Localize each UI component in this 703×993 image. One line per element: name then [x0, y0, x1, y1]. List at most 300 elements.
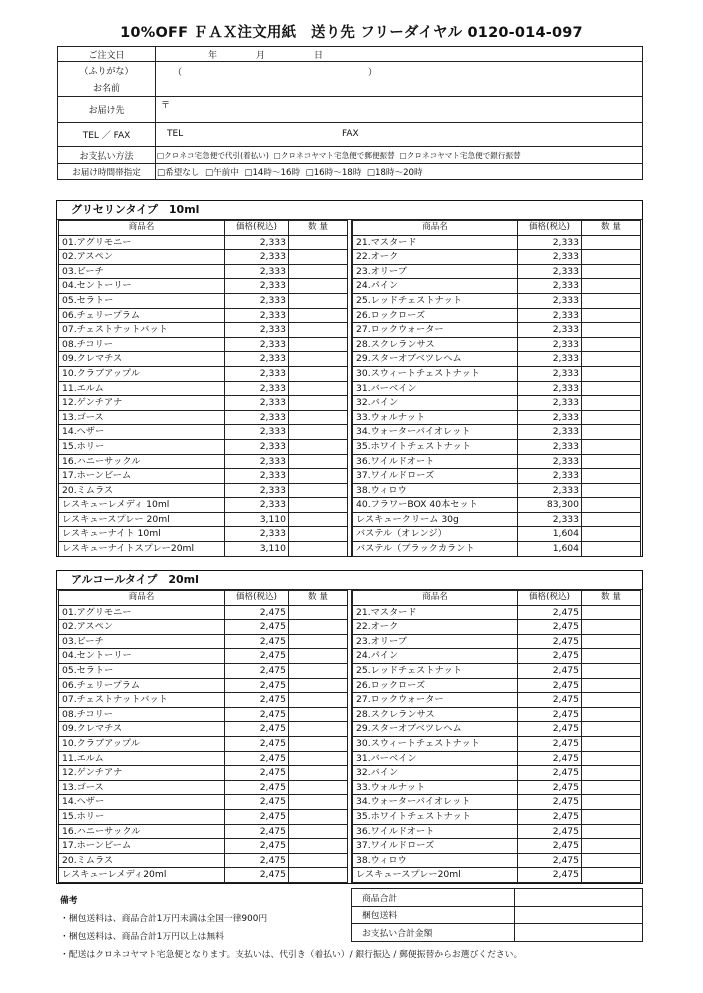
- quantity-field[interactable]: [582, 542, 641, 557]
- tel-fax-field[interactable]: [156, 123, 643, 147]
- col-header-qty: 数 量: [582, 221, 641, 236]
- quantity-field[interactable]: [582, 649, 641, 664]
- year-label: 年: [208, 51, 218, 61]
- quantity-field[interactable]: [582, 751, 641, 766]
- quantity-field[interactable]: [289, 410, 348, 425]
- quantity-field[interactable]: [582, 439, 641, 454]
- product-name: レスキュースプレー 20ml: [59, 512, 225, 527]
- product-name: 13.ゴース: [59, 410, 225, 425]
- product-price: 2,475: [225, 678, 289, 693]
- product-name: 01.アグリモニー: [59, 605, 225, 620]
- product-name: 04.セントーリー: [59, 279, 225, 294]
- product-price: 2,333: [518, 512, 582, 527]
- product-row: [353, 542, 641, 557]
- product-price: 2,333: [225, 279, 289, 294]
- quantity-field[interactable]: [582, 678, 641, 693]
- quantity-field[interactable]: [289, 396, 348, 411]
- product-name: 27.ロックウォーター: [353, 323, 518, 338]
- product-name: 14.ヘザー: [59, 795, 225, 810]
- product-name: 16.ハニーサックル: [59, 454, 225, 469]
- quantity-field[interactable]: [289, 235, 348, 250]
- product-name: 32.バイン: [353, 766, 518, 781]
- product-price: 2,475: [518, 736, 582, 751]
- quantity-field[interactable]: [289, 425, 348, 440]
- quantity-field[interactable]: [582, 425, 641, 440]
- product-name: 27.ロックウォーター: [353, 693, 518, 708]
- product-row: [59, 795, 348, 810]
- product-price: 2,333: [225, 527, 289, 542]
- delivery-option-18-20[interactable]: □18時～20時: [366, 167, 423, 178]
- product-name: 15.ホリー: [59, 809, 225, 824]
- product-name: 38.ウィロウ: [353, 853, 518, 868]
- product-price: 2,333: [225, 323, 289, 338]
- paren-open: （: [173, 68, 183, 78]
- product-row: [59, 649, 348, 664]
- product-name: レスキューナイトスプレー20ml: [59, 542, 225, 557]
- product-name: 02.アスペン: [59, 620, 225, 635]
- product-row: [353, 498, 641, 513]
- product-name: 36.ワイルドオート: [353, 454, 518, 469]
- product-price: 2,475: [518, 795, 582, 810]
- product-row: [353, 396, 641, 411]
- quantity-field[interactable]: [289, 678, 348, 693]
- quantity-field[interactable]: [582, 722, 641, 737]
- product-name: 17.ホーンビーム: [59, 469, 225, 484]
- product-name: 34.ウォーターバイオレット: [353, 425, 518, 440]
- product-price: 2,333: [518, 279, 582, 294]
- quantity-field[interactable]: [289, 620, 348, 635]
- quantity-field[interactable]: [582, 323, 641, 338]
- product-price: 2,333: [518, 235, 582, 250]
- product-row: [353, 527, 641, 542]
- product-price: 2,475: [225, 751, 289, 766]
- product-price: 1,604: [518, 542, 582, 557]
- quantity-field[interactable]: [289, 722, 348, 737]
- quantity-field[interactable]: [289, 824, 348, 839]
- quantity-field[interactable]: [289, 751, 348, 766]
- quantity-field[interactable]: [289, 693, 348, 708]
- product-name: 21.マスタード: [353, 605, 518, 620]
- glycerin-left-table: [58, 220, 348, 557]
- product-price: 2,475: [225, 780, 289, 795]
- product-name: 10.クラブアップル: [59, 366, 225, 381]
- subtotal-field[interactable]: [515, 889, 643, 907]
- product-row: [353, 693, 641, 708]
- product-row: [59, 512, 348, 527]
- product-row: [353, 381, 641, 396]
- payment-option-postal[interactable]: □クロネコヤマト宅急便で郵便振替: [273, 150, 395, 160]
- product-row: [353, 439, 641, 454]
- payment-option-bank[interactable]: □クロネコヤマト宅急便で銀行振替: [399, 150, 521, 160]
- product-name: 29.スターオブベツレヘム: [353, 722, 518, 737]
- product-name: 32.バイン: [353, 396, 518, 411]
- quantity-field[interactable]: [582, 483, 641, 498]
- product-name: 25.レッドチェストナット: [353, 293, 518, 308]
- product-name: バステル（オレンジ）: [353, 527, 518, 542]
- col-header-price: 価格(税込): [518, 221, 582, 236]
- product-price: 2,333: [225, 250, 289, 265]
- payment-label: お支払い方法: [58, 147, 156, 164]
- quantity-field[interactable]: [289, 483, 348, 498]
- product-price: 2,333: [225, 352, 289, 367]
- product-name: 21.マスタード: [353, 235, 518, 250]
- quantity-field[interactable]: [289, 323, 348, 338]
- quantity-field[interactable]: [582, 780, 641, 795]
- product-row: [59, 264, 348, 279]
- product-row: [353, 678, 641, 693]
- quantity-field[interactable]: [582, 264, 641, 279]
- quantity-field[interactable]: [289, 250, 348, 265]
- quantity-field[interactable]: [289, 352, 348, 367]
- quantity-field[interactable]: [289, 439, 348, 454]
- alcohol-right-table: [352, 590, 641, 883]
- quantity-field[interactable]: [582, 337, 641, 352]
- product-price: 2,475: [225, 736, 289, 751]
- totals-table: [351, 888, 643, 942]
- product-price: 2,475: [225, 605, 289, 620]
- quantity-field[interactable]: [289, 663, 348, 678]
- product-name: 04.セントーリー: [59, 649, 225, 664]
- quantity-field[interactable]: [582, 381, 641, 396]
- product-name: 15.ホリー: [59, 439, 225, 454]
- product-name: 20.ミムラス: [59, 853, 225, 868]
- product-name: 11.エルム: [59, 381, 225, 396]
- product-name: 05.セラトー: [59, 293, 225, 308]
- product-row: [59, 868, 348, 883]
- quantity-field[interactable]: [582, 795, 641, 810]
- product-price: 2,333: [225, 366, 289, 381]
- product-name: 08.チコリー: [59, 337, 225, 352]
- address-label: お届け先: [58, 97, 156, 123]
- quantity-field[interactable]: [582, 839, 641, 854]
- tel-fax-label: TEL ／ FAX: [58, 123, 156, 147]
- col-header-qty: 数 量: [289, 221, 348, 236]
- product-name: バステル（ブラックカラント: [353, 542, 518, 557]
- product-name: 22.オーク: [353, 620, 518, 635]
- product-row: [59, 381, 348, 396]
- product-row: [59, 853, 348, 868]
- product-price: 2,333: [225, 293, 289, 308]
- product-price: 2,475: [518, 766, 582, 781]
- quantity-field[interactable]: [582, 766, 641, 781]
- quantity-field[interactable]: [289, 498, 348, 513]
- product-row: [353, 410, 641, 425]
- product-row: [59, 293, 348, 308]
- col-header-price: 価格(税込): [225, 591, 289, 606]
- quantity-field[interactable]: [289, 853, 348, 868]
- product-row: [353, 620, 641, 635]
- product-price: 2,333: [225, 498, 289, 513]
- quantity-field[interactable]: [289, 707, 348, 722]
- col-header-price: 価格(税込): [518, 591, 582, 606]
- product-row: [353, 795, 641, 810]
- product-name: 37.ワイルドローズ: [353, 839, 518, 854]
- product-price: 2,333: [518, 439, 582, 454]
- quantity-field[interactable]: [582, 498, 641, 513]
- product-price: 2,475: [518, 751, 582, 766]
- product-price: 2,475: [225, 620, 289, 635]
- quantity-field[interactable]: [582, 293, 641, 308]
- product-name: 09.クレマチス: [59, 352, 225, 367]
- product-name: 10.クラブアップル: [59, 736, 225, 751]
- product-price: 2,333: [518, 425, 582, 440]
- product-name: 12.ゲンチアナ: [59, 396, 225, 411]
- product-name: レスキュースプレー20ml: [353, 868, 518, 883]
- product-name: 05.セラトー: [59, 663, 225, 678]
- product-name: 28.スクレランサス: [353, 337, 518, 352]
- quantity-field[interactable]: [582, 469, 641, 484]
- product-name: 24.パイン: [353, 649, 518, 664]
- payment-option-cod[interactable]: □クロネコ宅急便で代引(着払い): [157, 150, 269, 160]
- product-row: [59, 308, 348, 323]
- product-price: 3,110: [225, 512, 289, 527]
- product-row: [353, 235, 641, 250]
- quantity-field[interactable]: [289, 366, 348, 381]
- product-row: [353, 469, 641, 484]
- product-row: [59, 469, 348, 484]
- product-name: レスキューレメディ 10ml: [59, 498, 225, 513]
- quantity-field[interactable]: [582, 736, 641, 751]
- product-name: 23.オリーブ: [353, 264, 518, 279]
- product-price: 2,333: [518, 454, 582, 469]
- quantity-field[interactable]: [289, 839, 348, 854]
- quantity-field[interactable]: [289, 469, 348, 484]
- product-price: 2,333: [225, 264, 289, 279]
- page-title: 10%OFF ＦＡＸ注文用紙 送り先 フリーダイヤル 0120-014-097: [120, 25, 583, 41]
- quantity-field[interactable]: [289, 293, 348, 308]
- product-name: 38.ウィロウ: [353, 483, 518, 498]
- quantity-field[interactable]: [289, 766, 348, 781]
- product-name: 26.ロックローズ: [353, 678, 518, 693]
- address-field[interactable]: [156, 97, 643, 123]
- product-price: 2,475: [225, 663, 289, 678]
- product-price: 2,333: [518, 483, 582, 498]
- product-row: [59, 707, 348, 722]
- delivery-option-none[interactable]: □希望なし: [157, 167, 200, 178]
- product-row: [353, 736, 641, 751]
- product-row: [353, 352, 641, 367]
- delivery-option-16-18[interactable]: □16時～18時: [305, 167, 362, 178]
- product-price: 2,475: [518, 780, 582, 795]
- product-price: 2,475: [518, 620, 582, 635]
- quantity-field[interactable]: [582, 410, 641, 425]
- shipping-field[interactable]: [515, 906, 643, 924]
- quantity-field[interactable]: [289, 512, 348, 527]
- product-row: [353, 425, 641, 440]
- product-price: 2,475: [518, 839, 582, 854]
- furigana-field[interactable]: [156, 62, 643, 80]
- product-price: 2,475: [225, 634, 289, 649]
- grand-total-label: お支払い合計金額: [352, 924, 515, 942]
- product-price: 2,333: [225, 396, 289, 411]
- product-name: 02.アスペン: [59, 250, 225, 265]
- product-name: 23.オリーブ: [353, 634, 518, 649]
- product-row: [59, 766, 348, 781]
- product-name: 40.フラワーBOX 40本セット: [353, 498, 518, 513]
- delivery-option-14-16[interactable]: □14時～16時: [244, 167, 301, 178]
- quantity-field[interactable]: [582, 634, 641, 649]
- product-price: 2,475: [225, 649, 289, 664]
- product-price: 2,333: [225, 469, 289, 484]
- product-price: 2,475: [225, 809, 289, 824]
- product-row: [353, 323, 641, 338]
- product-price: 3,110: [225, 542, 289, 557]
- quantity-field[interactable]: [582, 279, 641, 294]
- postal-mark: 〒: [161, 101, 171, 111]
- product-row: [59, 620, 348, 635]
- quantity-field[interactable]: [582, 396, 641, 411]
- product-row: [59, 809, 348, 824]
- product-name: 35.ホワイトチェストナット: [353, 439, 518, 454]
- note-item: ・梱包送料は、商品合計1万円以上は無料: [60, 932, 224, 942]
- product-price: 2,333: [518, 250, 582, 265]
- product-price: 2,475: [518, 722, 582, 737]
- quantity-field[interactable]: [289, 649, 348, 664]
- product-row: [59, 527, 348, 542]
- quantity-field[interactable]: [289, 264, 348, 279]
- quantity-field[interactable]: [289, 542, 348, 557]
- product-price: 2,333: [518, 337, 582, 352]
- product-row: [353, 868, 641, 883]
- product-row: [59, 250, 348, 265]
- product-price: 2,475: [518, 868, 582, 883]
- delivery-options[interactable]: [156, 164, 643, 180]
- product-name: 09.クレマチス: [59, 722, 225, 737]
- quantity-field[interactable]: [582, 454, 641, 469]
- product-row: [353, 483, 641, 498]
- product-price: 2,333: [518, 323, 582, 338]
- alcohol-section: [56, 570, 643, 884]
- quantity-field[interactable]: [582, 663, 641, 678]
- quantity-field[interactable]: [582, 620, 641, 635]
- delivery-label: お届け時間帯指定: [58, 164, 156, 180]
- product-price: 2,333: [518, 396, 582, 411]
- product-name: 03.ビーチ: [59, 634, 225, 649]
- col-header-name: 商品名: [59, 221, 225, 236]
- product-price: 2,475: [518, 649, 582, 664]
- product-name: 03.ビーチ: [59, 264, 225, 279]
- product-name: 31.バーベイン: [353, 751, 518, 766]
- product-name: 12.ゲンチアナ: [59, 766, 225, 781]
- product-name: 17.ホーンビーム: [59, 839, 225, 854]
- product-name: 16.ハニーサックル: [59, 824, 225, 839]
- product-row: [353, 264, 641, 279]
- order-info-table: [57, 46, 643, 180]
- product-row: [59, 410, 348, 425]
- quantity-field[interactable]: [289, 795, 348, 810]
- quantity-field[interactable]: [289, 308, 348, 323]
- payment-options[interactable]: [156, 147, 643, 164]
- quantity-field[interactable]: [289, 736, 348, 751]
- product-price: 83,300: [518, 498, 582, 513]
- quantity-field[interactable]: [582, 853, 641, 868]
- glycerin-title: グリセリンタイプ 10ml: [57, 201, 642, 220]
- quantity-field[interactable]: [289, 634, 348, 649]
- product-row: [59, 396, 348, 411]
- quantity-field[interactable]: [582, 527, 641, 542]
- product-name: 37.ワイルドローズ: [353, 469, 518, 484]
- product-price: 2,333: [518, 352, 582, 367]
- product-row: [353, 293, 641, 308]
- col-header-name: 商品名: [353, 221, 518, 236]
- product-name: 13.ゴース: [59, 780, 225, 795]
- quantity-field[interactable]: [582, 605, 641, 620]
- product-row: [59, 839, 348, 854]
- product-row: [59, 824, 348, 839]
- name-field[interactable]: [156, 80, 643, 97]
- product-row: [353, 279, 641, 294]
- quantity-field[interactable]: [289, 605, 348, 620]
- quantity-field[interactable]: [582, 308, 641, 323]
- product-row: [353, 707, 641, 722]
- quantity-field[interactable]: [582, 809, 641, 824]
- product-row: [59, 542, 348, 557]
- order-date-field[interactable]: [156, 47, 643, 62]
- quantity-field[interactable]: [582, 693, 641, 708]
- product-price: 1,604: [518, 527, 582, 542]
- quantity-field[interactable]: [289, 279, 348, 294]
- product-name: 35.ホワイトチェストナット: [353, 809, 518, 824]
- col-header-name: 商品名: [59, 591, 225, 606]
- col-header-name: 商品名: [353, 591, 518, 606]
- product-price: 2,475: [518, 663, 582, 678]
- product-row: [353, 308, 641, 323]
- quantity-field[interactable]: [582, 352, 641, 367]
- name-label: お名前: [58, 80, 156, 97]
- quantity-field[interactable]: [289, 337, 348, 352]
- quantity-field[interactable]: [289, 527, 348, 542]
- product-row: [353, 722, 641, 737]
- product-price: 2,333: [225, 381, 289, 396]
- product-price: 2,475: [518, 678, 582, 693]
- quantity-field[interactable]: [289, 868, 348, 883]
- product-row: [59, 439, 348, 454]
- quantity-field[interactable]: [582, 512, 641, 527]
- quantity-field[interactable]: [289, 809, 348, 824]
- notes-heading: 備考: [60, 896, 78, 906]
- product-row: [353, 824, 641, 839]
- quantity-field[interactable]: [582, 707, 641, 722]
- product-price: 2,475: [225, 707, 289, 722]
- product-price: 2,475: [518, 707, 582, 722]
- grand-total-field[interactable]: [515, 924, 643, 942]
- product-row: [59, 483, 348, 498]
- product-name: 07.チェストナットバット: [59, 323, 225, 338]
- quantity-field[interactable]: [582, 824, 641, 839]
- product-row: [353, 663, 641, 678]
- product-row: [353, 605, 641, 620]
- product-row: [59, 634, 348, 649]
- quantity-field[interactable]: [582, 366, 641, 381]
- quantity-field[interactable]: [289, 381, 348, 396]
- product-row: [353, 809, 641, 824]
- quantity-field[interactable]: [582, 235, 641, 250]
- product-name: 33.ウォルナット: [353, 410, 518, 425]
- quantity-field[interactable]: [289, 780, 348, 795]
- quantity-field[interactable]: [582, 868, 641, 883]
- product-row: [353, 751, 641, 766]
- furigana-label: （ふりがな）: [58, 62, 156, 80]
- product-row: [353, 766, 641, 781]
- quantity-field[interactable]: [582, 250, 641, 265]
- product-price: 2,333: [518, 308, 582, 323]
- quantity-field[interactable]: [289, 454, 348, 469]
- product-price: 2,333: [518, 366, 582, 381]
- product-name: 29.スターオブベツレヘム: [353, 352, 518, 367]
- product-price: 2,475: [518, 634, 582, 649]
- paren-close: ）: [368, 68, 378, 78]
- delivery-option-morning[interactable]: □午前中: [204, 167, 239, 178]
